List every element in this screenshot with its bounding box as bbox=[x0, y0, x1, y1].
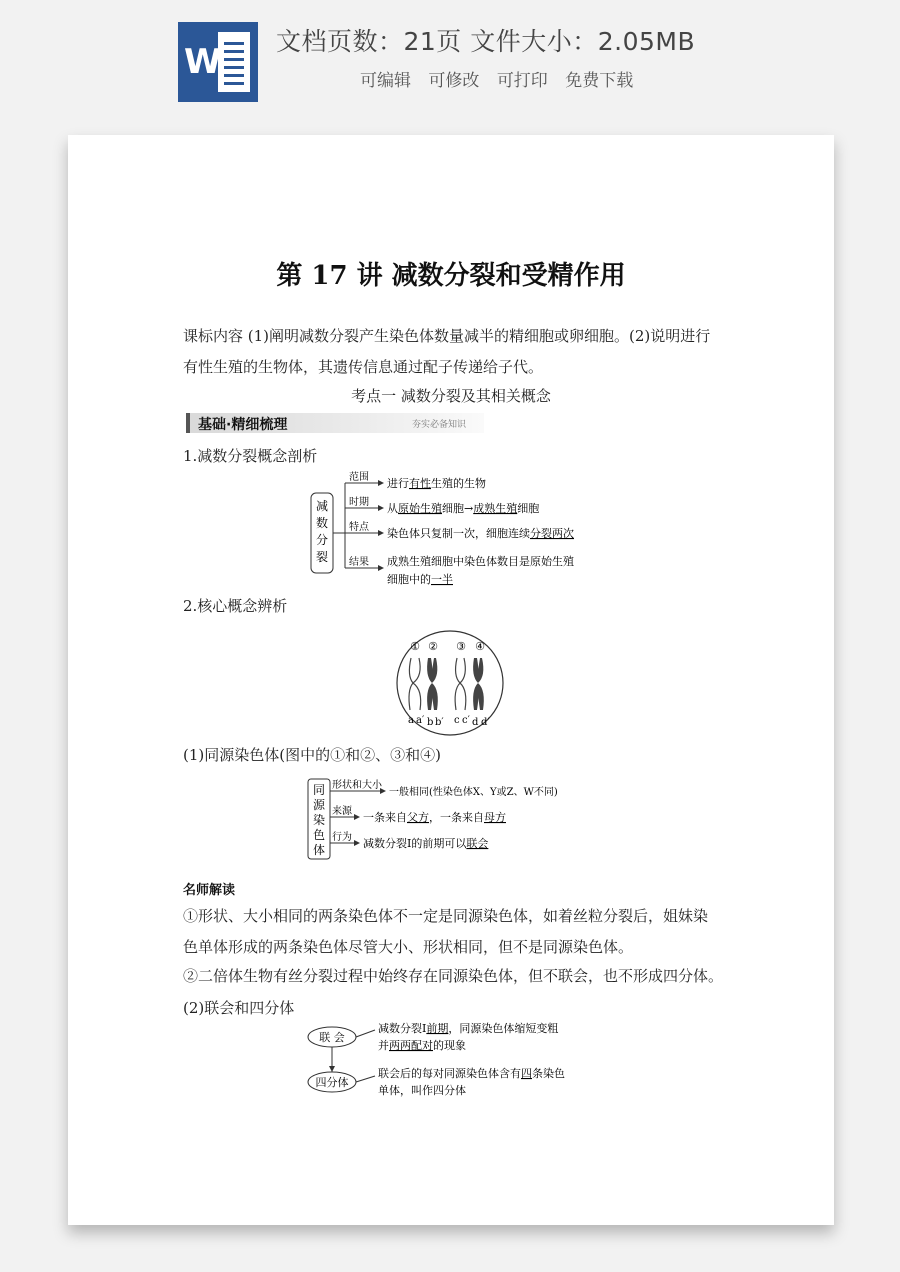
meiosis-concept-diagram bbox=[303, 468, 633, 593]
d1-key: 结果 bbox=[349, 557, 369, 568]
d2-root-char: 染 bbox=[312, 813, 326, 827]
d1-value-line2 bbox=[387, 572, 453, 586]
text-run: 生殖的生物 bbox=[431, 477, 486, 490]
d2-root-char: 同 bbox=[312, 783, 326, 797]
allele-label: c′ bbox=[462, 715, 470, 726]
d3-key: 联 会 bbox=[319, 1031, 345, 1044]
word-icon bbox=[178, 22, 258, 102]
allele-label: d′ bbox=[481, 717, 490, 728]
d3-line2 bbox=[378, 1038, 466, 1052]
d2-root-char: 源 bbox=[312, 798, 326, 812]
underlined-answer: 原始生殖 bbox=[398, 502, 442, 515]
text-run: 减数分裂Ⅰ bbox=[378, 1022, 427, 1035]
section-bar-sub: 夯实必备知识 bbox=[411, 420, 466, 430]
underlined-answer: 母方 bbox=[484, 811, 506, 824]
allele-label: a′ bbox=[416, 715, 425, 726]
text-run: 进行 bbox=[387, 477, 409, 490]
sub2-heading: (2)联会和四分体 bbox=[183, 999, 295, 1017]
text-run: 并 bbox=[378, 1039, 389, 1052]
note-paragraph-1: ①形状、大小相同的两条染色体不一定是同源染色体，如着丝粒分裂后，姐妹染色单体形成的两条染色体尽管大小、形状相同，但不是同源染色体。 bbox=[183, 907, 709, 956]
text-run: 染色体只复制一次，细胞连续 bbox=[387, 527, 530, 540]
d1-root-char: 分 bbox=[315, 533, 329, 547]
d1-branch bbox=[345, 554, 574, 586]
synapsis-tetrad-diagram bbox=[303, 1020, 633, 1100]
document-page bbox=[68, 135, 834, 1225]
allele-label: b bbox=[427, 717, 434, 728]
underlined-answer: 分裂两次 bbox=[530, 527, 574, 540]
allele-label: b′ bbox=[435, 717, 444, 728]
underlined-answer: 成熟生殖 bbox=[473, 502, 518, 515]
d2-root-char: 色 bbox=[312, 828, 326, 842]
page-title: 第 17 讲 减数分裂和受精作用 bbox=[276, 261, 626, 291]
d1-branch bbox=[345, 495, 539, 515]
homologous-chromosome-diagram bbox=[304, 775, 634, 865]
d1-value bbox=[387, 526, 574, 540]
d1-value bbox=[387, 501, 539, 515]
allele-label: d bbox=[472, 717, 479, 728]
d1-value bbox=[387, 476, 486, 490]
chromosome-4 bbox=[473, 658, 484, 710]
item2-heading: 2.核心概念辨析 bbox=[183, 597, 288, 615]
feature-modifiable: 可修改 bbox=[428, 71, 480, 91]
word-letter: W bbox=[184, 42, 222, 82]
chromosome-3 bbox=[455, 658, 466, 710]
d3-line2 bbox=[378, 1083, 466, 1097]
d1-branch bbox=[345, 470, 486, 490]
underlined-answer: 前期 bbox=[426, 1022, 449, 1035]
doc-info: 文档页数：21页 文件大小：2.05MB bbox=[276, 27, 696, 56]
d2-value bbox=[363, 810, 506, 824]
d3-line1 bbox=[378, 1021, 558, 1035]
d2-branch bbox=[330, 804, 506, 824]
text-run: 的现象 bbox=[433, 1039, 466, 1052]
d2-key: 来源 bbox=[332, 806, 352, 817]
text-run: 联会后的每对同源染色体含有 bbox=[378, 1067, 521, 1080]
d1-root-char: 数 bbox=[315, 516, 329, 530]
text-run: 条染色 bbox=[532, 1067, 565, 1080]
d2-root-char: 体 bbox=[312, 843, 326, 857]
note-title: 名师解读 bbox=[183, 883, 236, 898]
d3-item bbox=[308, 1021, 558, 1052]
text-run: ，同源染色体缩短变粗 bbox=[448, 1022, 559, 1035]
feature-printable: 可打印 bbox=[496, 71, 548, 91]
text-run: 减数分裂Ⅰ的前期可以 bbox=[363, 837, 467, 850]
feature-editable: 可编辑 bbox=[360, 71, 411, 91]
sub1-heading: (1)同源染色体(图中的①和②、③和④) bbox=[183, 746, 441, 764]
d2-branch bbox=[330, 778, 558, 798]
text-run: 单体，叫作四分体 bbox=[378, 1084, 466, 1097]
text-run: 细胞中的 bbox=[387, 573, 431, 586]
d1-key: 时期 bbox=[349, 497, 369, 508]
d1-branch bbox=[345, 520, 574, 540]
d2-value bbox=[363, 836, 488, 850]
d3-item bbox=[308, 1066, 565, 1097]
download-header bbox=[0, 0, 900, 125]
chromosome-figure bbox=[394, 628, 506, 738]
text-run: ，一条来自 bbox=[429, 811, 484, 824]
d2-value bbox=[389, 785, 558, 798]
underlined-answer: 一半 bbox=[431, 573, 453, 586]
text-run: 细胞 bbox=[517, 502, 540, 515]
section-heading: 考点一 减数分裂及其相关概念 bbox=[351, 387, 551, 405]
text-run: 从 bbox=[387, 502, 398, 515]
feature-list bbox=[360, 66, 645, 91]
feature-free-download: 免费下载 bbox=[565, 71, 634, 91]
d2-key: 形状和大小 bbox=[332, 780, 382, 791]
chrom-number: ④ bbox=[475, 640, 485, 653]
d1-key: 特点 bbox=[349, 522, 369, 533]
text-run: 细胞 bbox=[442, 502, 464, 515]
text-run: → bbox=[464, 502, 474, 515]
chrom-number: ① bbox=[410, 640, 420, 653]
d1-root-char: 裂 bbox=[315, 550, 329, 564]
d1-key: 范围 bbox=[349, 472, 369, 483]
section-bar-label: 基础·精细梳理 bbox=[198, 417, 288, 433]
d1-value-line1: 成熟生殖细胞中染色体数目是原始生殖 bbox=[387, 555, 574, 568]
d1-root-char: 减 bbox=[315, 499, 329, 513]
chrom-number: ③ bbox=[456, 640, 466, 653]
underlined-answer: 联会 bbox=[466, 837, 489, 850]
allele-label: a bbox=[408, 715, 414, 726]
chrom-number: ② bbox=[428, 640, 438, 653]
d3-line1 bbox=[378, 1066, 565, 1080]
chromosome-2 bbox=[427, 658, 438, 710]
underlined-answer: 两两配对 bbox=[389, 1039, 433, 1052]
underlined-answer: 父方 bbox=[407, 811, 429, 824]
chromosome-1 bbox=[409, 658, 421, 710]
text-run: 一般相同(性染色体X、Y或Z、W不同) bbox=[389, 787, 558, 798]
underlined-answer: 有性 bbox=[409, 477, 431, 490]
underlined-answer: 四 bbox=[521, 1067, 532, 1080]
word-sheet-graphic bbox=[218, 32, 250, 92]
intro-paragraph: 课标内容 (1)阐明减数分裂产生染色体数量减半的精细胞或卵细胞。(2)说明进行有性生殖的生物体，其遗传信息通过配子传递给子代。 bbox=[183, 327, 711, 376]
note-paragraph-2: ②二倍体生物有丝分裂过程中始终存在同源染色体，但不联会，也不形成四分体。 bbox=[183, 967, 724, 985]
item1-heading: 1.减数分裂概念剖析 bbox=[183, 447, 318, 465]
d2-branch bbox=[330, 830, 488, 850]
d3-key: 四分体 bbox=[315, 1076, 349, 1089]
section-bar bbox=[186, 413, 484, 433]
text-run: 一条来自 bbox=[363, 811, 407, 824]
allele-label: c bbox=[454, 715, 460, 726]
section-bar-edge bbox=[186, 413, 190, 433]
d2-key: 行为 bbox=[332, 832, 352, 843]
